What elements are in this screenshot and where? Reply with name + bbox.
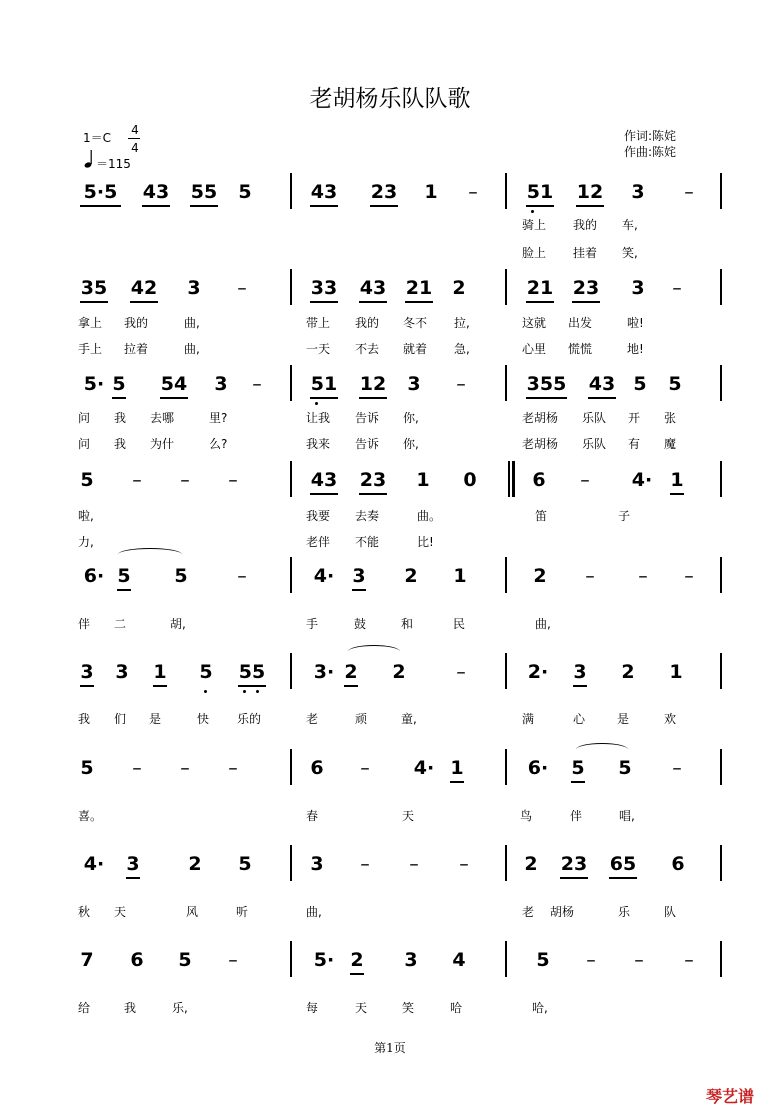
lyric-syllable: 去奏 — [355, 509, 380, 523]
lyric-syllable: 曲, — [184, 316, 200, 330]
note: 1 — [668, 469, 686, 491]
barline — [505, 173, 507, 209]
lyric-syllable: 们 — [114, 712, 127, 726]
note: 6 — [310, 757, 324, 779]
note: 5 — [174, 565, 188, 587]
sustain-dash: – — [672, 757, 682, 779]
lyric-syllable: 胡, — [170, 617, 186, 631]
lyric-syllable: 拉着 — [124, 342, 149, 356]
lyric-syllable: 乐, — [172, 1001, 188, 1015]
sustain-dash: – — [586, 949, 596, 971]
note: 54 — [158, 373, 190, 395]
note: 2 — [404, 565, 418, 587]
note: 55 — [236, 661, 268, 683]
lyric-syllable: 每 — [306, 1001, 319, 1015]
lyric-syllable: 冬不 — [403, 316, 428, 330]
lyric-syllable: 乐队 — [582, 411, 607, 425]
note: 5 — [197, 661, 215, 683]
note: 3 — [350, 565, 368, 587]
lyric-syllable: 风 — [186, 905, 199, 919]
lyric-syllable: 我 — [78, 712, 91, 726]
sustain-dash: – — [180, 469, 190, 491]
sustain-dash: – — [684, 565, 694, 587]
note: 5 — [115, 565, 133, 587]
note: 21 — [524, 277, 556, 299]
note: 5 — [238, 853, 252, 875]
barline — [505, 653, 507, 689]
barline — [505, 365, 507, 401]
barline — [720, 557, 722, 593]
barline — [290, 365, 292, 401]
barline — [720, 173, 722, 209]
note: 43 — [308, 469, 340, 491]
lyric-syllable: 么? — [209, 437, 228, 451]
sustain-dash: – — [237, 565, 247, 587]
lyric-syllable: 我的 — [573, 218, 598, 232]
lyric-syllable: 民 — [453, 617, 466, 631]
sustain-dash: – — [468, 181, 478, 203]
note: 5 — [618, 757, 632, 779]
note: 5· — [83, 373, 105, 395]
note: 23 — [570, 277, 602, 299]
quarter-note-icon — [84, 150, 94, 168]
page-number: 第1页 — [374, 1041, 406, 1055]
lyric-syllable: 我 — [124, 1001, 137, 1015]
note: 1 — [424, 181, 438, 203]
lyric-syllable: 胡杨 — [550, 905, 575, 919]
lyric-syllable: 慌慌 — [568, 342, 593, 356]
barline — [505, 749, 507, 785]
note: 6· — [527, 757, 549, 779]
sustain-dash: – — [228, 949, 238, 971]
lyric-syllable: 骑上 — [522, 218, 547, 232]
lyric-syllable: 你, — [403, 411, 419, 425]
note: 1 — [416, 469, 430, 491]
lyric-syllable: 唱, — [619, 809, 635, 823]
sustain-dash: – — [634, 949, 644, 971]
lyric-syllable: 快 — [197, 712, 210, 726]
note: 4· — [631, 469, 653, 491]
lyric-syllable: 啦, — [78, 509, 94, 523]
sustain-dash: – — [409, 853, 419, 875]
lyric-syllable: 我 — [114, 411, 127, 425]
lyric-syllable: 老伴 — [306, 535, 331, 549]
lyric-syllable: 笑 — [402, 1001, 415, 1015]
lyric-syllable: 挂着 — [573, 246, 598, 260]
note: 5· — [313, 949, 335, 971]
note: 2 — [524, 853, 538, 875]
note: 42 — [128, 277, 160, 299]
sustain-dash: – — [580, 469, 590, 491]
note: 6 — [532, 469, 546, 491]
note: 4· — [83, 853, 105, 875]
lyric-syllable: 秋 — [78, 905, 91, 919]
lyric-syllable: 曲, — [535, 617, 551, 631]
lyric-syllable: 拿上 — [78, 316, 103, 330]
lyric-syllable: 一天 — [306, 342, 331, 356]
note: 3· — [313, 661, 335, 683]
sustain-dash: – — [180, 757, 190, 779]
note: 12 — [574, 181, 606, 203]
note: 43 — [357, 277, 389, 299]
lyric-syllable: 比! — [417, 535, 434, 549]
note: 5 — [569, 757, 587, 779]
note: 1 — [448, 757, 466, 779]
lyric-syllable: 天 — [402, 809, 415, 823]
lyric-syllable: 欢 — [664, 712, 677, 726]
note: 5 — [80, 469, 94, 491]
barline — [505, 269, 507, 305]
lyric-syllable: 子 — [618, 509, 631, 523]
barline — [720, 269, 722, 305]
tie-arc — [118, 548, 182, 561]
lyric-syllable: 就着 — [403, 342, 428, 356]
tie-arc — [576, 743, 628, 756]
lyric-syllable: 老胡杨 — [522, 437, 559, 451]
lyric-syllable: 带上 — [306, 316, 331, 330]
note: 3 — [124, 853, 142, 875]
lyric-syllable: 顽 — [355, 712, 368, 726]
barline — [720, 749, 722, 785]
barline — [720, 941, 722, 977]
lyric-syllable: 老 — [306, 712, 319, 726]
lyric-syllable: 鸟 — [520, 809, 533, 823]
time-signature-top: 4 — [131, 123, 139, 137]
lyric-syllable: 张 — [664, 411, 677, 425]
sustain-dash: – — [228, 757, 238, 779]
note: 3 — [407, 373, 421, 395]
note: 6 — [130, 949, 144, 971]
note: 3 — [631, 181, 645, 203]
sustain-dash: – — [459, 853, 469, 875]
note: 55 — [188, 181, 220, 203]
note: 43 — [586, 373, 618, 395]
lyric-syllable: 急, — [454, 342, 470, 356]
lyric-syllable: 里? — [209, 411, 228, 425]
note: 7 — [80, 949, 94, 971]
lyric-syllable: 曲, — [184, 342, 200, 356]
tempo-marking: ＝115 — [96, 157, 131, 171]
barline — [290, 173, 292, 209]
lyric-syllable: 你, — [403, 437, 419, 451]
note: 3 — [631, 277, 645, 299]
lyric-syllable: 告诉 — [355, 437, 380, 451]
lyric-syllable: 乐的 — [237, 712, 262, 726]
note: 12 — [357, 373, 389, 395]
note: 6· — [83, 565, 105, 587]
note: 2 — [188, 853, 202, 875]
note: 5 — [238, 181, 252, 203]
note: 5 — [178, 949, 192, 971]
note: 65 — [607, 853, 639, 875]
note: 51 — [524, 181, 556, 203]
lyric-syllable: 春 — [306, 809, 319, 823]
sustain-dash: – — [456, 373, 466, 395]
lyric-syllable: 不去 — [355, 342, 380, 356]
barline — [505, 941, 507, 977]
lyric-syllable: 二 — [114, 617, 127, 631]
lyric-syllable: 笛 — [535, 509, 548, 523]
lyric-syllable: 哈 — [450, 1001, 463, 1015]
note: 51 — [308, 373, 340, 395]
sustain-dash: – — [684, 181, 694, 203]
lyric-syllable: 队 — [664, 905, 677, 919]
barline — [720, 365, 722, 401]
note: 1 — [453, 565, 467, 587]
barline — [290, 653, 292, 689]
lyric-syllable: 出发 — [568, 316, 593, 330]
lyric-syllable: 地! — [627, 342, 644, 356]
note: 6 — [671, 853, 685, 875]
sustain-dash: – — [228, 469, 238, 491]
lyric-syllable: 曲, — [306, 905, 322, 919]
barline — [290, 269, 292, 305]
note: 5 — [80, 757, 94, 779]
lyric-syllable: 问 — [78, 437, 91, 451]
note: 21 — [403, 277, 435, 299]
note: 5 — [110, 373, 128, 395]
lyric-syllable: 鼓 — [354, 617, 367, 631]
lyric-syllable: 曲。 — [417, 509, 442, 523]
note: 3 — [115, 661, 129, 683]
sustain-dash: – — [456, 661, 466, 683]
note: 35 — [78, 277, 110, 299]
lyric-syllable: 啦! — [627, 316, 644, 330]
lyric-syllable: 拉, — [454, 316, 470, 330]
note: 3 — [214, 373, 228, 395]
lyric-syllable: 童, — [401, 712, 417, 726]
lyric-syllable: 让我 — [306, 411, 331, 425]
note: 5 — [536, 949, 550, 971]
note: 2 — [392, 661, 406, 683]
sustain-dash: – — [672, 277, 682, 299]
note: 4 — [452, 949, 466, 971]
note: 3 — [404, 949, 418, 971]
lyric-syllable: 给 — [78, 1001, 91, 1015]
sustain-dash: – — [638, 565, 648, 587]
note: 2 — [342, 661, 360, 683]
note: 2 — [452, 277, 466, 299]
note: 33 — [308, 277, 340, 299]
note: 2· — [527, 661, 549, 683]
note: 23 — [357, 469, 389, 491]
lyric-syllable: 天 — [355, 1001, 368, 1015]
note: 43 — [308, 181, 340, 203]
lyric-syllable: 满 — [522, 712, 535, 726]
tie-arc — [348, 645, 400, 658]
note: 4· — [313, 565, 335, 587]
lyric-syllable: 车, — [622, 218, 638, 232]
barline — [505, 557, 507, 593]
barline — [290, 941, 292, 977]
lyric-syllable: 为什 — [150, 437, 175, 451]
note: 4· — [413, 757, 435, 779]
lyric-syllable: 问 — [78, 411, 91, 425]
lyric-syllable: 和 — [401, 617, 414, 631]
lyric-syllable: 我要 — [306, 509, 331, 523]
lyric-syllable: 喜。 — [78, 809, 103, 823]
barline — [720, 845, 722, 881]
note: 3 — [571, 661, 589, 683]
note: 355 — [524, 373, 569, 395]
lyric-syllable: 我的 — [124, 316, 149, 330]
note: 3 — [187, 277, 201, 299]
lyric-syllable: 听 — [236, 905, 249, 919]
lyric-syllable: 力, — [78, 535, 94, 549]
lyric-syllable: 有 — [628, 437, 641, 451]
lyric-syllable: 脸上 — [522, 246, 547, 260]
site-logo: 琴艺谱 — [706, 1087, 755, 1106]
repeat-barline — [512, 461, 515, 497]
sustain-dash: – — [252, 373, 262, 395]
note: 3 — [310, 853, 324, 875]
note: 23 — [558, 853, 590, 875]
sustain-dash: – — [132, 469, 142, 491]
sustain-dash: – — [585, 565, 595, 587]
lyric-syllable: 伴 — [570, 809, 583, 823]
lyric-syllable: 乐 — [618, 905, 631, 919]
barline — [720, 653, 722, 689]
note: 2 — [621, 661, 635, 683]
note: 0 — [463, 469, 477, 491]
sustain-dash: – — [684, 949, 694, 971]
note: 23 — [368, 181, 400, 203]
lyric-syllable: 心 — [573, 712, 586, 726]
sustain-dash: – — [132, 757, 142, 779]
barline — [290, 557, 292, 593]
barline — [290, 845, 292, 881]
lyric-syllable: 心里 — [522, 342, 547, 356]
lyricist-credit: 作词:陈姹 — [624, 129, 677, 143]
barline — [505, 845, 507, 881]
barline — [290, 749, 292, 785]
sustain-dash: – — [360, 757, 370, 779]
note: 3 — [78, 661, 96, 683]
sustain-dash: – — [360, 853, 370, 875]
lyric-syllable: 我 — [114, 437, 127, 451]
time-signature-line — [128, 138, 140, 139]
barline — [720, 461, 722, 497]
note: 43 — [140, 181, 172, 203]
lyric-syllable: 去哪 — [150, 411, 175, 425]
note: 5 — [633, 373, 647, 395]
composer-credit: 作曲:陈姹 — [624, 145, 677, 159]
note: 1 — [669, 661, 683, 683]
lyric-syllable: 我来 — [306, 437, 331, 451]
lyric-syllable: 天 — [114, 905, 127, 919]
lyric-syllable: 手 — [306, 617, 319, 631]
lyric-syllable: 开 — [628, 411, 641, 425]
key-signature: 1＝C — [83, 131, 112, 145]
lyric-syllable: 我的 — [355, 316, 380, 330]
lyric-syllable: 伴 — [78, 617, 91, 631]
lyric-syllable: 老胡杨 — [522, 411, 559, 425]
lyric-syllable: 老 — [522, 905, 535, 919]
lyric-syllable: 乐队 — [582, 437, 607, 451]
note: 5·5 — [78, 181, 123, 203]
note: 5 — [668, 373, 682, 395]
note: 1 — [151, 661, 169, 683]
note: 2 — [533, 565, 547, 587]
song-title: 老胡杨乐队队歌 — [309, 86, 471, 112]
sustain-dash: – — [237, 277, 247, 299]
barline — [290, 461, 292, 497]
lyric-syllable: 手上 — [78, 342, 103, 356]
lyric-syllable: 是 — [149, 712, 162, 726]
lyric-syllable: 哈, — [532, 1001, 548, 1015]
lyric-syllable: 这就 — [522, 316, 547, 330]
lyric-syllable: 笑, — [622, 246, 638, 260]
lyric-syllable: 不能 — [355, 535, 380, 549]
lyric-syllable: 是 — [617, 712, 630, 726]
barline — [508, 461, 510, 497]
time-signature-bottom: 4 — [131, 141, 139, 155]
lyric-syllable: 告诉 — [355, 411, 380, 425]
note: 2 — [348, 949, 366, 971]
lyric-syllable: 魔 — [664, 437, 677, 451]
